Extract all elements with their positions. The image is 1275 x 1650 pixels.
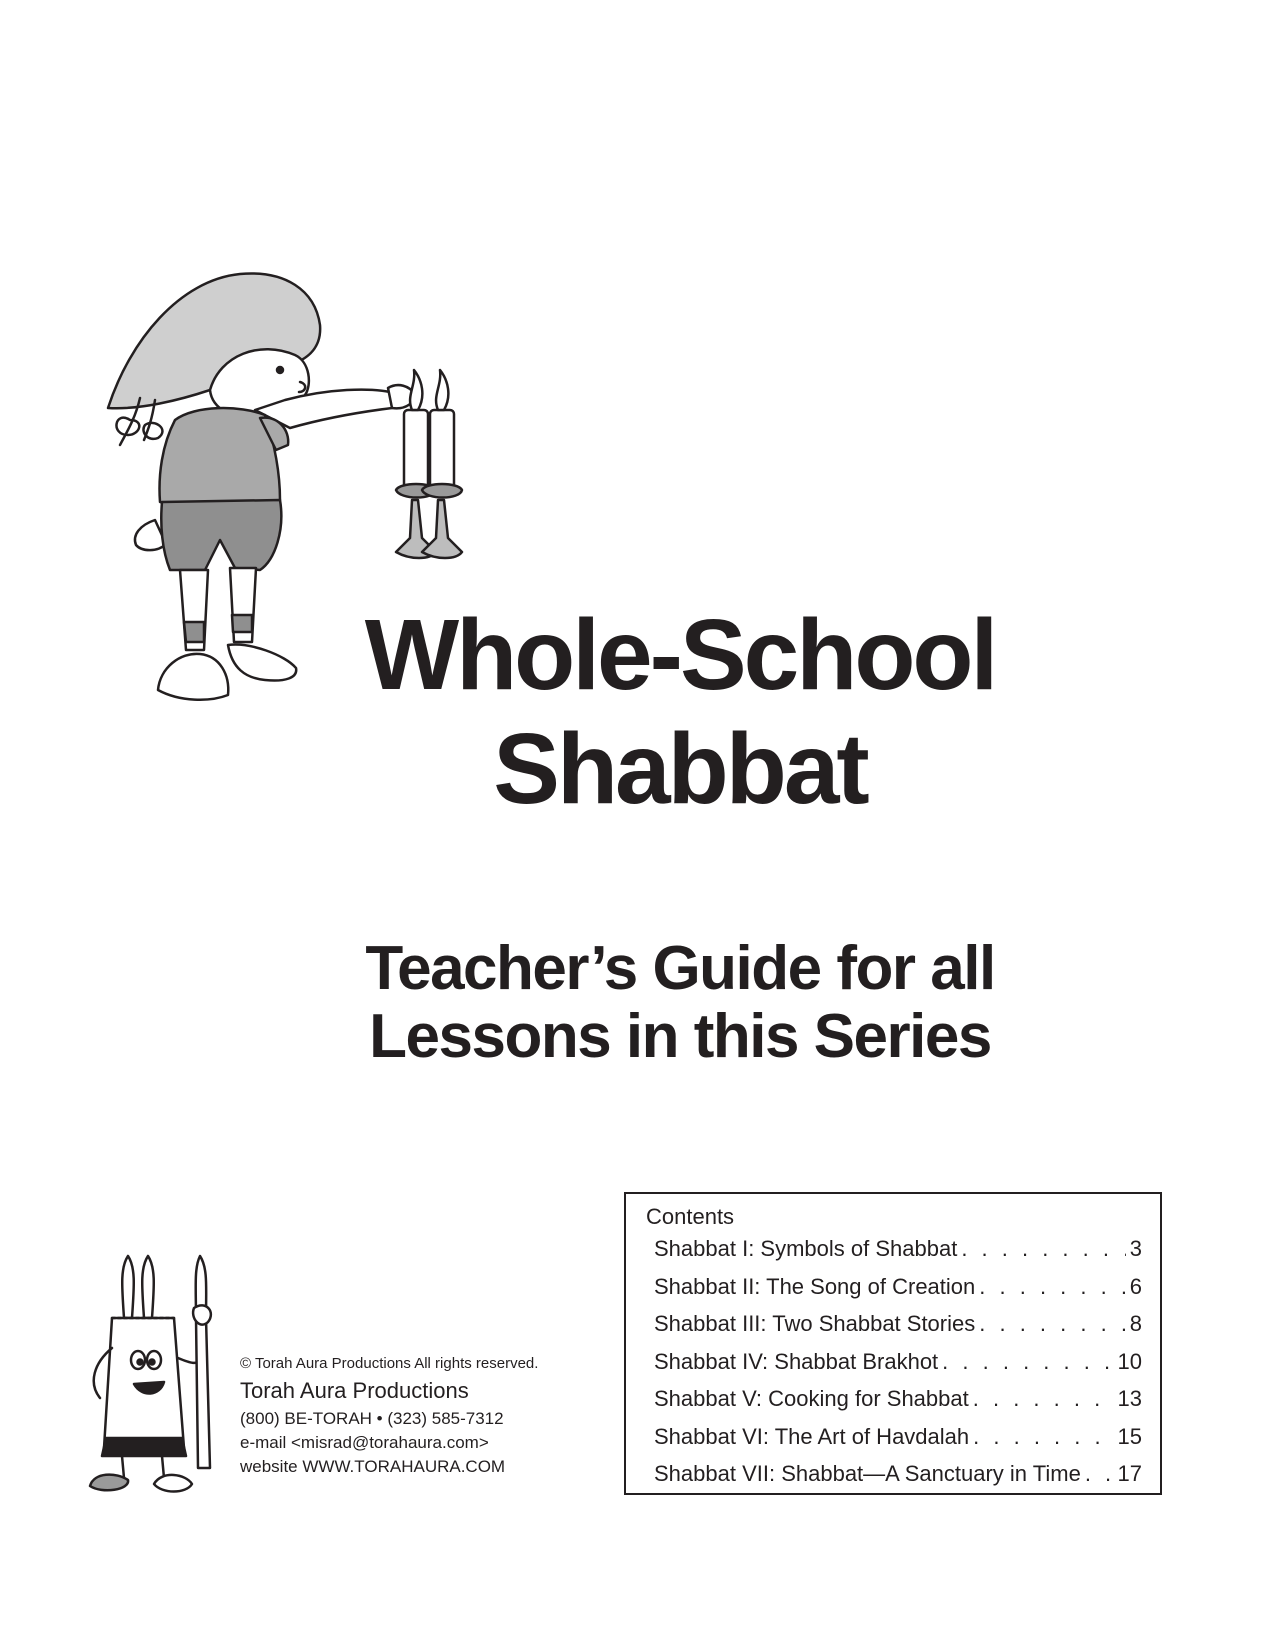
toc-item-page: 6	[1129, 1273, 1142, 1299]
publisher-phone: (800) BE-TORAH • (323) 585-7312	[240, 1409, 504, 1428]
contents-list	[646, 1236, 1142, 1499]
toc-item-page: 15	[1117, 1423, 1142, 1449]
toc-item	[654, 1236, 1142, 1274]
toc-item-title: Shabbat VI: The Art of Havdalah	[654, 1423, 970, 1449]
toc-item-title: Shabbat IV: Shabbat Brakhot	[654, 1348, 939, 1374]
toc-dot-leader	[979, 1274, 1125, 1300]
torah-mascot-illustration	[82, 1248, 232, 1498]
contents-heading: Contents	[646, 1204, 735, 1229]
title-line-2: Shabbat	[493, 713, 867, 825]
subtitle-line-2: Lessons in this Series	[369, 1002, 991, 1071]
toc-item	[654, 1349, 1142, 1387]
contents-box	[624, 1192, 1162, 1495]
toc-item	[654, 1461, 1142, 1499]
toc-dot-leader	[1085, 1461, 1114, 1487]
toc-item-page: 13	[1117, 1386, 1142, 1411]
toc-item-title: Shabbat I: Symbols of Shabbat	[654, 1236, 958, 1261]
publisher-name: Torah Aura Productions	[240, 1378, 469, 1403]
toc-item-title: Shabbat II: The Song of Creation	[654, 1273, 976, 1299]
toc-dot-leader	[973, 1386, 1114, 1412]
toc-dot-leader	[973, 1424, 1113, 1450]
publisher-website: website WWW.TORAHAURA.COM	[240, 1457, 506, 1476]
publisher-email: e-mail <misrad@torahaura.com>	[240, 1433, 489, 1452]
subtitle-line-1: Teacher’s Guide for all	[365, 934, 995, 1003]
toc-item-page: 3	[1129, 1236, 1142, 1261]
toc-item-title: Shabbat V: Cooking for Shabbat	[654, 1386, 969, 1411]
toc-item	[654, 1274, 1142, 1312]
toc-item-page: 8	[1129, 1311, 1142, 1336]
page-subtitle	[300, 935, 1060, 1071]
title-line-1: Whole-School	[364, 599, 996, 711]
toc-item-page: 10	[1117, 1348, 1142, 1374]
toc-item	[654, 1424, 1142, 1462]
toc-item-title: Shabbat III: Two Shabbat Stories	[654, 1311, 976, 1336]
copyright-notice: © Torah Aura Productions All rights reserved.	[240, 1355, 539, 1372]
publisher-info	[240, 1355, 600, 1481]
page-title	[330, 598, 1030, 826]
toc-dot-leader	[942, 1349, 1113, 1375]
toc-item-page: 17	[1117, 1461, 1142, 1486]
toc-item-title: Shabbat VII: Shabbat—A Sanctuary in Time	[654, 1461, 1081, 1486]
toc-dot-leader	[979, 1311, 1126, 1337]
toc-item	[654, 1386, 1142, 1424]
toc-dot-leader	[961, 1236, 1125, 1262]
toc-item	[654, 1311, 1142, 1349]
